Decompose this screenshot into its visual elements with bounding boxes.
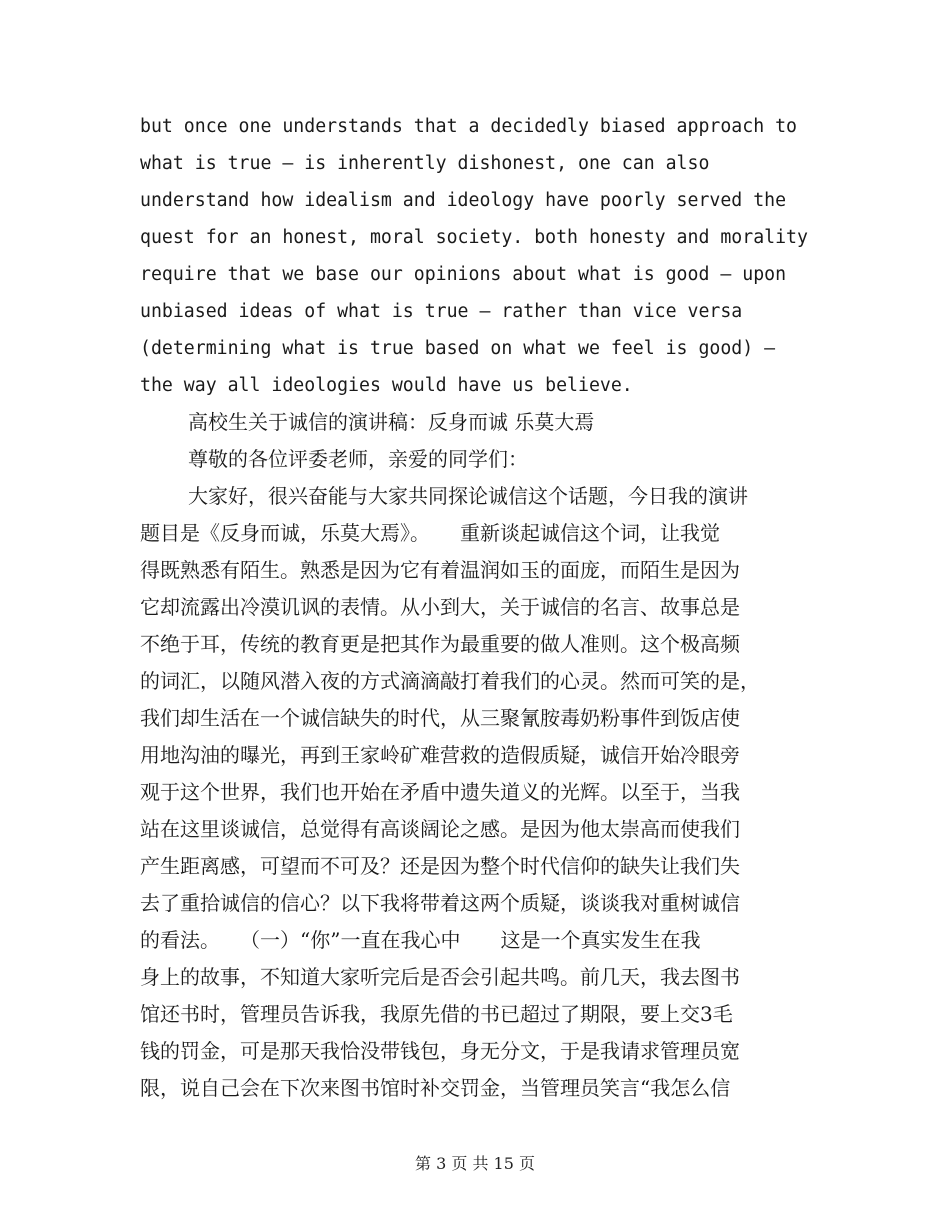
body-paragraph [140,478,810,1107]
text-line: but once one understands that a decidedly biased approach to [140,116,797,137]
text-line: 去了重拾诚信的信心？以下我将带着这两个质疑，谈谈我对重树诚信 [140,891,740,915]
text-line: 得既熟悉有陌生。熟悉是因为它有着温润如玉的面庞，而陌生是因为 [140,558,740,582]
text-line: quest for an honest, moral society. both honesty and morality [140,227,808,248]
text-line: what is true — is inherently dishonest, one can also [140,153,710,174]
text-line: 大家好，很兴奋能与大家共同探论诚信这个话题，今日我的演讲 [188,484,748,508]
text-line: understand how idealism and ideology have poorly served the [140,190,787,211]
text-line: 观于这个世界，我们也开始在矛盾中遗失道义的光辉。以至于，当我 [140,780,740,804]
speech-title: 高校生关于诚信的演讲稿：反身而诚 乐莫大焉 [188,410,595,434]
page-content [140,108,810,1107]
text-line: 不绝于耳，传统的教育更是把其作为最重要的做人准则。这个极高频 [140,632,740,656]
text-line: 站在这里谈诚信，总觉得有高谈阔论之感。是因为他太崇高而使我们 [140,817,740,841]
greeting: 尊敬的各位评委老师，亲爱的同学们： [188,447,528,471]
text-line: 身上的故事，不知道大家听完后是否会引起共鸣。前几天，我去图书 [140,965,740,989]
text-line: (determining what is true based on what we feel is good) — [140,338,776,359]
text-line: 我们却生活在一个诚信缺失的时代，从三聚氰胺毒奶粉事件到饭店使 [140,706,740,730]
text-line: 用地沟油的曝光，再到王家岭矿难营救的造假质疑，诚信开始冷眼旁 [140,743,740,767]
text-line: 它却流露出冷漠讥讽的表情。从小到大，关于诚信的名言、故事总是 [140,595,740,619]
text-line: 馆还书时，管理员告诉我，我原先借的书已超过了期限，要上交3毛 [140,1002,733,1026]
text-line: 产生距离感，可望而不可及？还是因为整个时代信仰的缺失让我们失 [140,854,740,878]
english-paragraph [140,108,810,404]
text-line: the way all ideologies would have us believe. [140,375,633,396]
page-footer: 第 3 页 共 15 页 [415,1154,535,1173]
text-line: 钱的罚金，可是那天我恰没带钱包，身无分文，于是我请求管理员宽 [140,1039,740,1063]
text-line: 的看法。 （一）“你”一直在我心中 这是一个真实发生在我 [140,928,701,952]
text-line: 限，说自己会在下次来图书馆时补交罚金，当管理员笑言“我怎么信 [140,1076,731,1100]
text-line: 的词汇，以随风潜入夜的方式滴滴敲打着我们的心灵。然而可笑的是， [140,669,760,693]
text-line: 题目是《反身而诚，乐莫大焉》。 重新谈起诚信这个词，让我觉 [140,521,720,545]
text-line: unbiased ideas of what is true — rather than vice versa [140,301,743,322]
text-line: require that we base our opinions about what is good — upon [140,264,787,285]
